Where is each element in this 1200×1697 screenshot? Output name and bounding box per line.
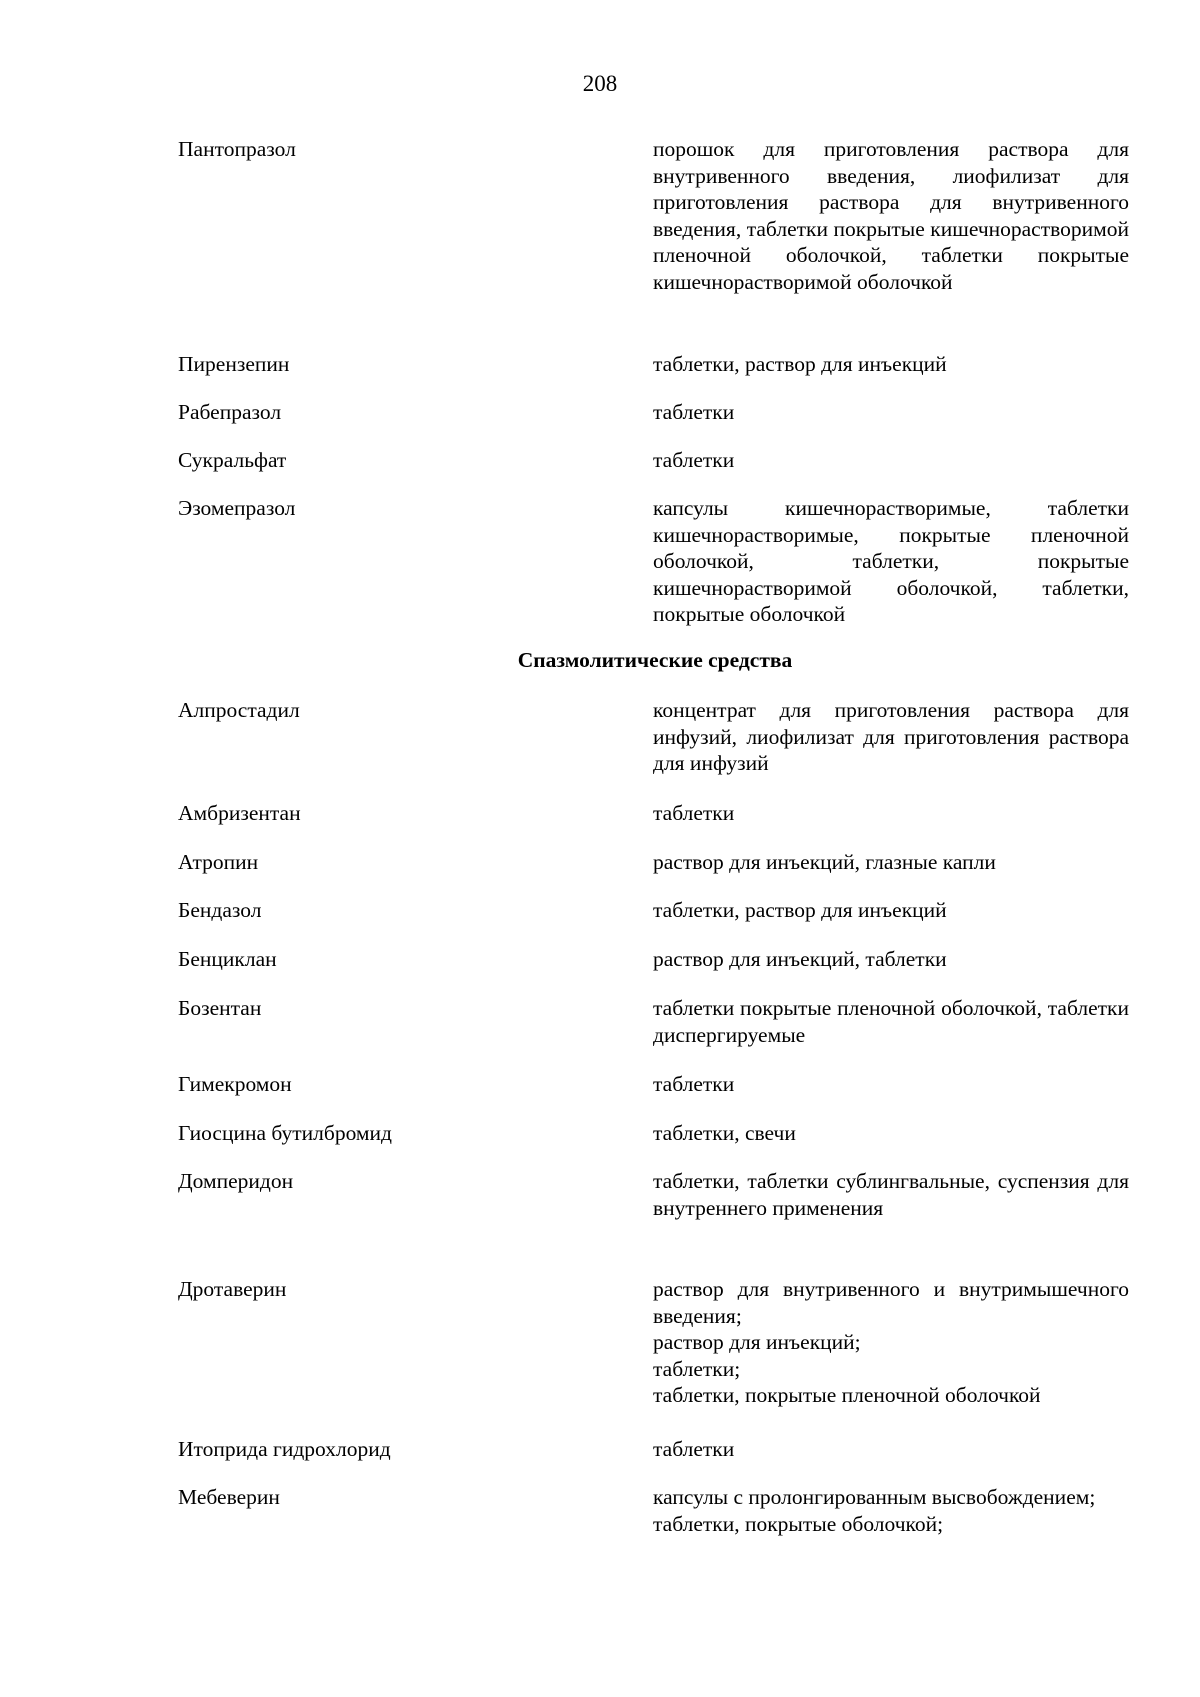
drug-name: Рабепразол — [178, 400, 282, 424]
drug-form: таблетки — [653, 801, 735, 825]
drug-name: Мебеверин — [178, 1485, 280, 1509]
drug-form: таблетки, таблетки сублингвальные, суспензия для внутреннего применения — [653, 1169, 1129, 1220]
drug-form — [653, 1276, 1129, 1409]
page-number: 208 — [582, 71, 618, 96]
drug-form: капсулы кишечнорастворимые, таблетки кишечнорастворимые, покрытые пленочной оболочкой, таблетки, покрытые кишечнорастворимой оболочкой, таблетки, покрытые оболочкой — [653, 496, 1129, 626]
drug-name: Амбризентан — [178, 801, 301, 825]
drug-name: Гиосцина бутилбромид — [178, 1121, 392, 1145]
drug-name: Гимекромон — [178, 1072, 292, 1096]
drug-form-line: капсулы с пролонгированным высвобождением; — [653, 1485, 1096, 1509]
drug-name: Итоприда гидрохлорид — [178, 1437, 391, 1461]
drug-form — [653, 1484, 1129, 1537]
drug-form: таблетки — [653, 400, 735, 424]
drug-form: раствор для инъекций, глазные капли — [653, 850, 996, 874]
drug-form: порошок для приготовления раствора для внутривенного введения, лиофилизат для приготовления раствора для внутривенного введения, таблетки покрытые кишечнорастворимой пленочной оболочкой, таблетки покрытые кишечнорастворимой оболочкой — [653, 137, 1129, 294]
drug-form: таблетки — [653, 1437, 735, 1461]
drug-form: таблетки, свечи — [653, 1121, 796, 1145]
drug-name: Дротаверин — [178, 1277, 287, 1301]
drug-name: Пантопразол — [178, 137, 296, 161]
drug-form: таблетки, раствор для инъекций — [653, 898, 947, 922]
drug-name: Атропин — [178, 850, 259, 874]
drug-name: Эзомепразол — [178, 496, 296, 520]
drug-name: Пирензепин — [178, 352, 290, 376]
drug-form: концентрат для приготовления раствора для инфузий, лиофилизат для приготовления раствора для инфузий — [653, 698, 1129, 775]
drug-form-line: раствор для инъекций; — [653, 1330, 861, 1354]
drug-form: таблетки, раствор для инъекций — [653, 352, 947, 376]
drug-form-line: раствор для внутривенного и внутримышечного введения; — [653, 1277, 1129, 1328]
drug-name: Домперидон — [178, 1169, 294, 1193]
drug-name: Бозентан — [178, 996, 262, 1020]
drug-form-line: таблетки, покрытые пленочной оболочкой — [653, 1383, 1041, 1407]
drug-name: Сукральфат — [178, 448, 287, 472]
drug-name: Бендазол — [178, 898, 262, 922]
section-title: Спазмолитические средства — [517, 648, 793, 672]
drug-form-line: таблетки; — [653, 1356, 741, 1381]
drug-name: Алпростадил — [178, 698, 300, 722]
drug-form-line: таблетки, покрытые оболочкой; — [653, 1511, 944, 1536]
drug-form: таблетки — [653, 448, 735, 472]
drug-form: таблетки — [653, 1072, 735, 1096]
drug-name: Бенциклан — [178, 947, 277, 971]
drug-form: раствор для инъекций, таблетки — [653, 947, 947, 971]
drug-form: таблетки покрытые пленочной оболочкой, таблетки диспергируемые — [653, 996, 1129, 1047]
